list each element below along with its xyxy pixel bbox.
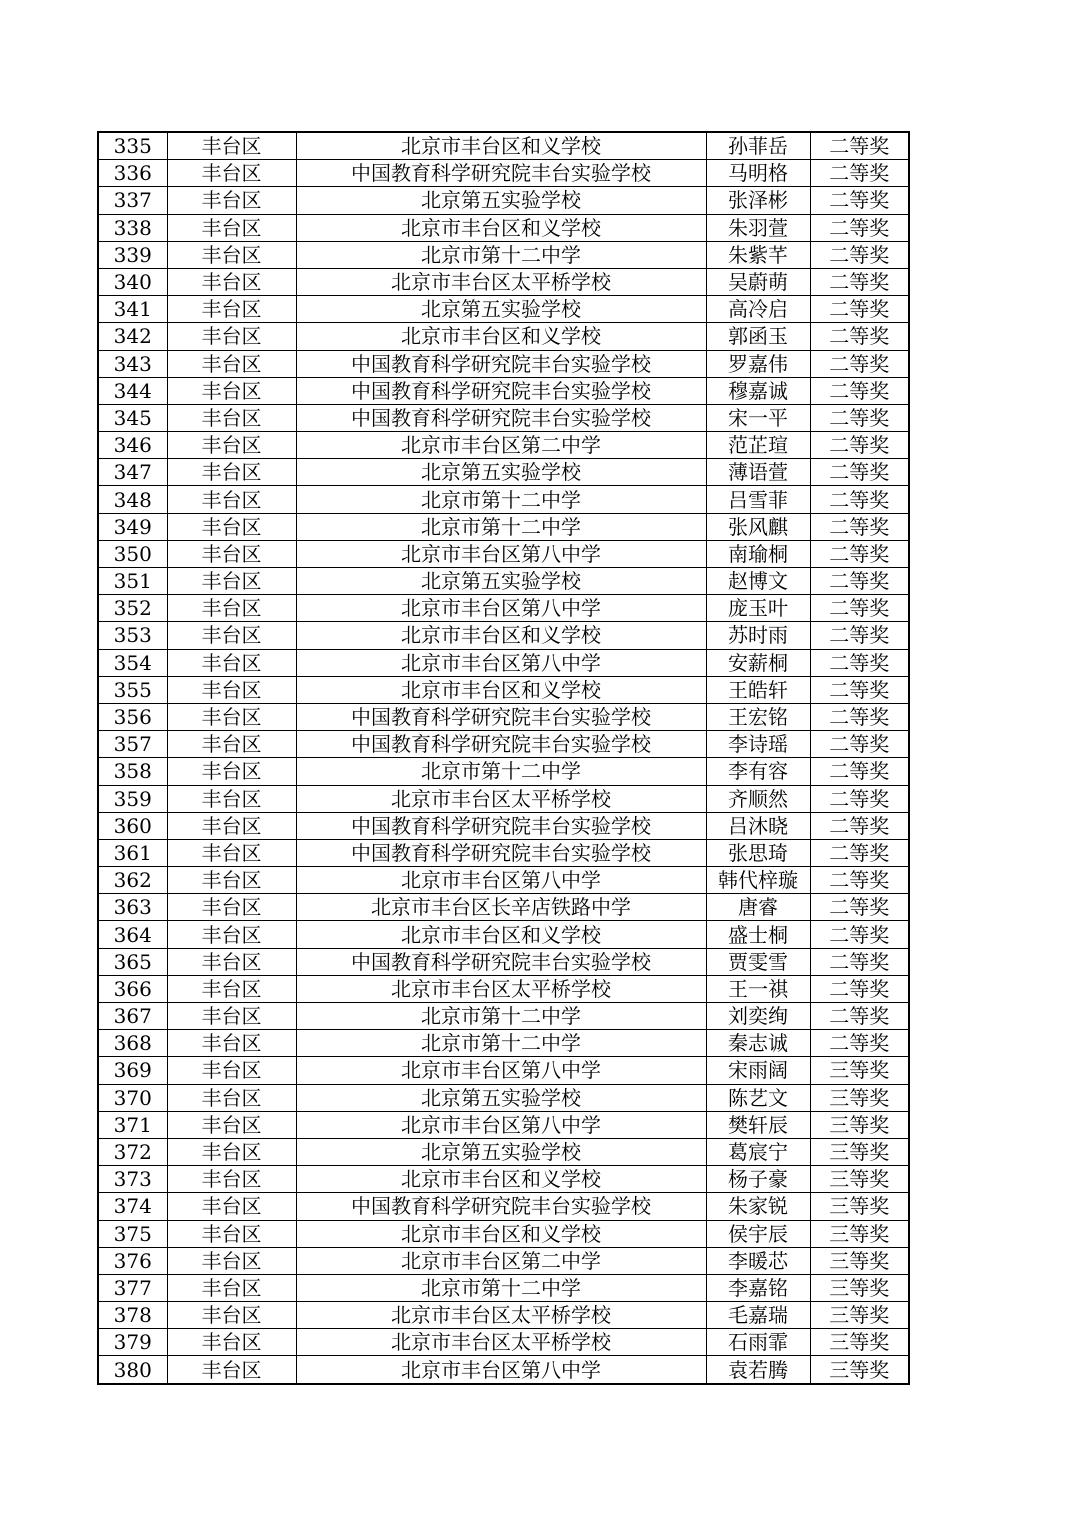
row-number-cell: 354 <box>98 649 167 676</box>
school-cell: 北京市丰台区和义学校 <box>296 921 706 948</box>
school-cell: 北京市第十二中学 <box>296 758 706 785</box>
table-row <box>98 404 909 431</box>
award-level-cell: 二等奖 <box>810 513 909 540</box>
district-cell: 丰台区 <box>167 486 296 513</box>
table-row <box>98 1138 909 1165</box>
row-number-cell: 368 <box>98 1030 167 1057</box>
school-cell: 中国教育科学研究院丰台实验学校 <box>296 160 706 187</box>
table-row <box>98 731 909 758</box>
award-level-cell: 二等奖 <box>810 812 909 839</box>
district-cell: 丰台区 <box>167 1003 296 1030</box>
row-number-cell: 376 <box>98 1247 167 1274</box>
table-row <box>98 296 909 323</box>
row-number-cell: 361 <box>98 839 167 866</box>
student-name-cell: 李诗瑶 <box>706 731 810 758</box>
district-cell: 丰台区 <box>167 921 296 948</box>
award-level-cell: 三等奖 <box>810 1057 909 1084</box>
row-number-cell: 343 <box>98 350 167 377</box>
student-name-cell: 宋一平 <box>706 404 810 431</box>
school-cell: 北京市丰台区第八中学 <box>296 595 706 622</box>
student-name-cell: 李暖芯 <box>706 1247 810 1274</box>
award-level-cell: 二等奖 <box>810 595 909 622</box>
award-level-cell: 二等奖 <box>810 132 909 160</box>
award-level-cell: 二等奖 <box>810 703 909 730</box>
student-name-cell: 张风麒 <box>706 513 810 540</box>
award-level-cell: 三等奖 <box>810 1084 909 1111</box>
student-name-cell: 吕沐晓 <box>706 812 810 839</box>
district-cell: 丰台区 <box>167 1030 296 1057</box>
table-row <box>98 187 909 214</box>
row-number-cell: 353 <box>98 622 167 649</box>
table-row <box>98 568 909 595</box>
school-cell: 北京市第十二中学 <box>296 513 706 540</box>
award-level-cell: 二等奖 <box>810 975 909 1002</box>
school-cell: 北京市丰台区长辛店铁路中学 <box>296 894 706 921</box>
table-row <box>98 241 909 268</box>
table-row <box>98 132 909 160</box>
award-level-cell: 二等奖 <box>810 268 909 295</box>
district-cell: 丰台区 <box>167 1084 296 1111</box>
district-cell: 丰台区 <box>167 540 296 567</box>
award-level-cell: 二等奖 <box>810 350 909 377</box>
table-row <box>98 1003 909 1030</box>
student-name-cell: 毛嘉瑞 <box>706 1302 810 1329</box>
student-name-cell: 穆嘉诚 <box>706 377 810 404</box>
student-name-cell: 朱紫芊 <box>706 241 810 268</box>
table-row <box>98 377 909 404</box>
school-cell: 北京第五实验学校 <box>296 459 706 486</box>
row-number-cell: 347 <box>98 459 167 486</box>
table-row <box>98 703 909 730</box>
school-cell: 中国教育科学研究院丰台实验学校 <box>296 350 706 377</box>
row-number-cell: 355 <box>98 676 167 703</box>
row-number-cell: 370 <box>98 1084 167 1111</box>
school-cell: 中国教育科学研究院丰台实验学校 <box>296 1193 706 1220</box>
student-name-cell: 宋雨阔 <box>706 1057 810 1084</box>
school-cell: 北京市第十二中学 <box>296 241 706 268</box>
table-row <box>98 676 909 703</box>
school-cell: 北京市丰台区第八中学 <box>296 1356 706 1384</box>
table-row <box>98 1302 909 1329</box>
row-number-cell: 337 <box>98 187 167 214</box>
district-cell: 丰台区 <box>167 350 296 377</box>
award-level-cell: 二等奖 <box>810 377 909 404</box>
student-name-cell: 南瑜桐 <box>706 540 810 567</box>
school-cell: 北京市丰台区第八中学 <box>296 540 706 567</box>
school-cell: 中国教育科学研究院丰台实验学校 <box>296 703 706 730</box>
table-row <box>98 921 909 948</box>
district-cell: 丰台区 <box>167 160 296 187</box>
student-name-cell: 石雨霏 <box>706 1329 810 1356</box>
row-number-cell: 374 <box>98 1193 167 1220</box>
award-level-cell: 二等奖 <box>810 323 909 350</box>
row-number-cell: 364 <box>98 921 167 948</box>
school-cell: 北京市丰台区第八中学 <box>296 1111 706 1138</box>
school-cell: 北京市丰台区太平桥学校 <box>296 268 706 295</box>
student-name-cell: 王皓轩 <box>706 676 810 703</box>
row-number-cell: 377 <box>98 1274 167 1301</box>
award-level-cell: 二等奖 <box>810 241 909 268</box>
student-name-cell: 吴蔚萌 <box>706 268 810 295</box>
award-level-cell: 二等奖 <box>810 921 909 948</box>
award-level-cell: 三等奖 <box>810 1220 909 1247</box>
table-row <box>98 622 909 649</box>
school-cell: 北京市丰台区第八中学 <box>296 867 706 894</box>
district-cell: 丰台区 <box>167 1247 296 1274</box>
table-row <box>98 867 909 894</box>
student-name-cell: 薄语萱 <box>706 459 810 486</box>
student-name-cell: 齐顺然 <box>706 785 810 812</box>
school-cell: 北京市丰台区和义学校 <box>296 1166 706 1193</box>
school-cell: 北京市丰台区太平桥学校 <box>296 785 706 812</box>
table-row <box>98 975 909 1002</box>
district-cell: 丰台区 <box>167 323 296 350</box>
table-row <box>98 1247 909 1274</box>
row-number-cell: 373 <box>98 1166 167 1193</box>
student-name-cell: 樊轩辰 <box>706 1111 810 1138</box>
award-level-cell: 二等奖 <box>810 649 909 676</box>
student-name-cell: 韩代梓璇 <box>706 867 810 894</box>
table-row <box>98 540 909 567</box>
row-number-cell: 365 <box>98 948 167 975</box>
award-level-cell: 二等奖 <box>810 622 909 649</box>
school-cell: 中国教育科学研究院丰台实验学校 <box>296 731 706 758</box>
student-name-cell: 庞玉叶 <box>706 595 810 622</box>
table-row <box>98 1356 909 1384</box>
district-cell: 丰台区 <box>167 676 296 703</box>
award-level-cell: 二等奖 <box>810 1003 909 1030</box>
table-row <box>98 160 909 187</box>
student-name-cell: 苏时雨 <box>706 622 810 649</box>
row-number-cell: 358 <box>98 758 167 785</box>
row-number-cell: 351 <box>98 568 167 595</box>
district-cell: 丰台区 <box>167 948 296 975</box>
award-level-cell: 三等奖 <box>810 1166 909 1193</box>
table-row <box>98 513 909 540</box>
award-level-cell: 三等奖 <box>810 1329 909 1356</box>
row-number-cell: 369 <box>98 1057 167 1084</box>
district-cell: 丰台区 <box>167 1356 296 1384</box>
school-cell: 中国教育科学研究院丰台实验学校 <box>296 377 706 404</box>
award-level-cell: 三等奖 <box>810 1193 909 1220</box>
award-level-cell: 二等奖 <box>810 404 909 431</box>
student-name-cell: 吕雪菲 <box>706 486 810 513</box>
school-cell: 北京市第十二中学 <box>296 1274 706 1301</box>
district-cell: 丰台区 <box>167 1057 296 1084</box>
student-name-cell: 陈艺文 <box>706 1084 810 1111</box>
school-cell: 北京市丰台区第八中学 <box>296 1057 706 1084</box>
award-table-body <box>98 132 909 1384</box>
student-name-cell: 范芷瑄 <box>706 432 810 459</box>
table-row <box>98 323 909 350</box>
table-row <box>98 432 909 459</box>
row-number-cell: 335 <box>98 132 167 160</box>
school-cell: 北京市丰台区和义学校 <box>296 622 706 649</box>
student-name-cell: 王宏铭 <box>706 703 810 730</box>
student-name-cell: 郭函玉 <box>706 323 810 350</box>
school-cell: 北京市丰台区太平桥学校 <box>296 1329 706 1356</box>
award-level-cell: 三等奖 <box>810 1138 909 1165</box>
student-name-cell: 马明格 <box>706 160 810 187</box>
award-level-cell: 二等奖 <box>810 867 909 894</box>
school-cell: 北京第五实验学校 <box>296 1138 706 1165</box>
school-cell: 北京市丰台区太平桥学校 <box>296 975 706 1002</box>
award-level-cell: 三等奖 <box>810 1302 909 1329</box>
row-number-cell: 375 <box>98 1220 167 1247</box>
student-name-cell: 李嘉铭 <box>706 1274 810 1301</box>
school-cell: 北京第五实验学校 <box>296 296 706 323</box>
student-name-cell: 安薪桐 <box>706 649 810 676</box>
school-cell: 中国教育科学研究院丰台实验学校 <box>296 839 706 866</box>
school-cell: 北京市丰台区第二中学 <box>296 1247 706 1274</box>
row-number-cell: 336 <box>98 160 167 187</box>
award-level-cell: 二等奖 <box>810 296 909 323</box>
table-row <box>98 839 909 866</box>
student-name-cell: 杨子豪 <box>706 1166 810 1193</box>
table-row <box>98 595 909 622</box>
school-cell: 北京市第十二中学 <box>296 486 706 513</box>
table-row <box>98 214 909 241</box>
student-name-cell: 唐睿 <box>706 894 810 921</box>
school-cell: 中国教育科学研究院丰台实验学校 <box>296 812 706 839</box>
row-number-cell: 350 <box>98 540 167 567</box>
table-row <box>98 948 909 975</box>
district-cell: 丰台区 <box>167 1302 296 1329</box>
award-level-cell: 二等奖 <box>810 948 909 975</box>
table-row <box>98 1193 909 1220</box>
student-name-cell: 张泽彬 <box>706 187 810 214</box>
student-name-cell: 盛士桐 <box>706 921 810 948</box>
student-name-cell: 贾雯雪 <box>706 948 810 975</box>
school-cell: 北京市第十二中学 <box>296 1030 706 1057</box>
school-cell: 北京市丰台区第八中学 <box>296 649 706 676</box>
district-cell: 丰台区 <box>167 758 296 785</box>
row-number-cell: 379 <box>98 1329 167 1356</box>
district-cell: 丰台区 <box>167 1193 296 1220</box>
row-number-cell: 367 <box>98 1003 167 1030</box>
row-number-cell: 349 <box>98 513 167 540</box>
award-level-cell: 二等奖 <box>810 785 909 812</box>
district-cell: 丰台区 <box>167 812 296 839</box>
table-row <box>98 758 909 785</box>
row-number-cell: 348 <box>98 486 167 513</box>
award-level-cell: 二等奖 <box>810 187 909 214</box>
district-cell: 丰台区 <box>167 622 296 649</box>
school-cell: 中国教育科学研究院丰台实验学校 <box>296 948 706 975</box>
table-row <box>98 1084 909 1111</box>
award-level-cell: 三等奖 <box>810 1274 909 1301</box>
district-cell: 丰台区 <box>167 404 296 431</box>
table-row <box>98 459 909 486</box>
row-number-cell: 356 <box>98 703 167 730</box>
award-level-cell: 二等奖 <box>810 758 909 785</box>
district-cell: 丰台区 <box>167 867 296 894</box>
district-cell: 丰台区 <box>167 894 296 921</box>
student-name-cell: 秦志诚 <box>706 1030 810 1057</box>
row-number-cell: 346 <box>98 432 167 459</box>
row-number-cell: 366 <box>98 975 167 1002</box>
school-cell: 北京市丰台区第二中学 <box>296 432 706 459</box>
row-number-cell: 372 <box>98 1138 167 1165</box>
table-row <box>98 486 909 513</box>
district-cell: 丰台区 <box>167 1220 296 1247</box>
row-number-cell: 362 <box>98 867 167 894</box>
table-row <box>98 785 909 812</box>
school-cell: 北京市丰台区和义学校 <box>296 676 706 703</box>
district-cell: 丰台区 <box>167 649 296 676</box>
award-level-cell: 二等奖 <box>810 432 909 459</box>
school-cell: 北京市丰台区和义学校 <box>296 214 706 241</box>
student-name-cell: 王一祺 <box>706 975 810 1002</box>
award-level-cell: 三等奖 <box>810 1247 909 1274</box>
district-cell: 丰台区 <box>167 1166 296 1193</box>
student-name-cell: 侯宇辰 <box>706 1220 810 1247</box>
district-cell: 丰台区 <box>167 296 296 323</box>
award-level-cell: 二等奖 <box>810 731 909 758</box>
school-cell: 北京第五实验学校 <box>296 1084 706 1111</box>
award-level-cell: 二等奖 <box>810 839 909 866</box>
row-number-cell: 338 <box>98 214 167 241</box>
award-level-cell: 三等奖 <box>810 1356 909 1384</box>
student-name-cell: 朱羽萱 <box>706 214 810 241</box>
student-name-cell: 孙菲岳 <box>706 132 810 160</box>
row-number-cell: 352 <box>98 595 167 622</box>
row-number-cell: 342 <box>98 323 167 350</box>
award-level-cell: 二等奖 <box>810 540 909 567</box>
row-number-cell: 345 <box>98 404 167 431</box>
school-cell: 北京第五实验学校 <box>296 187 706 214</box>
row-number-cell: 359 <box>98 785 167 812</box>
award-level-cell: 三等奖 <box>810 1111 909 1138</box>
school-cell: 北京市丰台区和义学校 <box>296 132 706 160</box>
school-cell: 北京第五实验学校 <box>296 568 706 595</box>
district-cell: 丰台区 <box>167 731 296 758</box>
row-number-cell: 340 <box>98 268 167 295</box>
table-row <box>98 894 909 921</box>
award-level-cell: 二等奖 <box>810 214 909 241</box>
award-level-cell: 二等奖 <box>810 894 909 921</box>
table-row <box>98 1274 909 1301</box>
school-cell: 中国教育科学研究院丰台实验学校 <box>296 404 706 431</box>
district-cell: 丰台区 <box>167 1111 296 1138</box>
table-row <box>98 1166 909 1193</box>
student-name-cell: 袁若腾 <box>706 1356 810 1384</box>
row-number-cell: 341 <box>98 296 167 323</box>
table-row <box>98 1030 909 1057</box>
award-level-cell: 二等奖 <box>810 160 909 187</box>
award-level-cell: 二等奖 <box>810 676 909 703</box>
student-name-cell: 刘奕绚 <box>706 1003 810 1030</box>
district-cell: 丰台区 <box>167 432 296 459</box>
student-name-cell: 葛宸宁 <box>706 1138 810 1165</box>
row-number-cell: 378 <box>98 1302 167 1329</box>
table-row <box>98 1220 909 1247</box>
award-level-cell: 二等奖 <box>810 1030 909 1057</box>
district-cell: 丰台区 <box>167 1329 296 1356</box>
table-row <box>98 1329 909 1356</box>
school-cell: 北京市丰台区和义学校 <box>296 1220 706 1247</box>
row-number-cell: 371 <box>98 1111 167 1138</box>
table-row <box>98 812 909 839</box>
district-cell: 丰台区 <box>167 459 296 486</box>
district-cell: 丰台区 <box>167 595 296 622</box>
table-row <box>98 350 909 377</box>
student-name-cell: 高冷启 <box>706 296 810 323</box>
student-name-cell: 张思琦 <box>706 839 810 866</box>
district-cell: 丰台区 <box>167 241 296 268</box>
district-cell: 丰台区 <box>167 513 296 540</box>
district-cell: 丰台区 <box>167 214 296 241</box>
district-cell: 丰台区 <box>167 1274 296 1301</box>
table-row <box>98 1111 909 1138</box>
district-cell: 丰台区 <box>167 785 296 812</box>
award-table <box>97 131 910 1385</box>
row-number-cell: 339 <box>98 241 167 268</box>
student-name-cell: 朱家锐 <box>706 1193 810 1220</box>
district-cell: 丰台区 <box>167 1138 296 1165</box>
row-number-cell: 380 <box>98 1356 167 1384</box>
row-number-cell: 344 <box>98 377 167 404</box>
award-level-cell: 二等奖 <box>810 459 909 486</box>
award-level-cell: 二等奖 <box>810 568 909 595</box>
school-cell: 北京市第十二中学 <box>296 1003 706 1030</box>
district-cell: 丰台区 <box>167 975 296 1002</box>
school-cell: 北京市丰台区和义学校 <box>296 323 706 350</box>
award-level-cell: 二等奖 <box>810 486 909 513</box>
district-cell: 丰台区 <box>167 132 296 160</box>
student-name-cell: 罗嘉伟 <box>706 350 810 377</box>
district-cell: 丰台区 <box>167 187 296 214</box>
school-cell: 北京市丰台区太平桥学校 <box>296 1302 706 1329</box>
district-cell: 丰台区 <box>167 568 296 595</box>
district-cell: 丰台区 <box>167 703 296 730</box>
row-number-cell: 357 <box>98 731 167 758</box>
table-row <box>98 268 909 295</box>
district-cell: 丰台区 <box>167 377 296 404</box>
table-row <box>98 649 909 676</box>
row-number-cell: 360 <box>98 812 167 839</box>
student-name-cell: 赵博文 <box>706 568 810 595</box>
district-cell: 丰台区 <box>167 839 296 866</box>
district-cell: 丰台区 <box>167 268 296 295</box>
table-row <box>98 1057 909 1084</box>
student-name-cell: 李有容 <box>706 758 810 785</box>
row-number-cell: 363 <box>98 894 167 921</box>
